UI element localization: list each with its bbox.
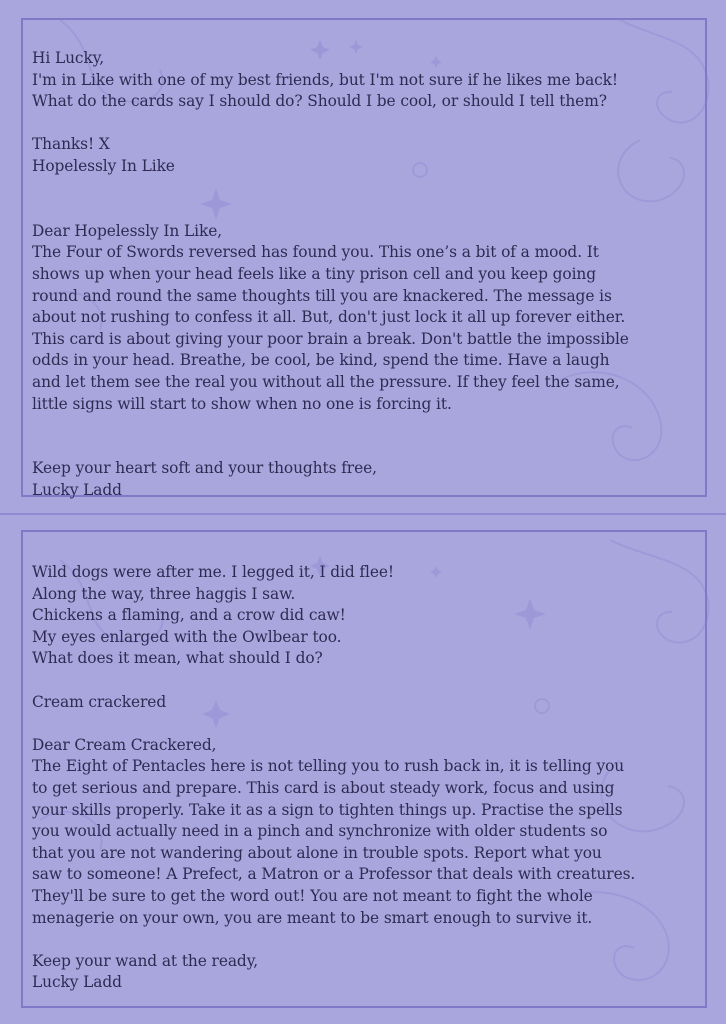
letter-2-answer-line: you would actually need in a pinch and synchronize with older students so	[32, 822, 608, 841]
letter-2-question-line: Chickens a flaming, and a crow did caw!	[32, 606, 346, 625]
letter-2-answer-line: They'll be sure to get the word out! You are not meant to fight the whole	[32, 886, 593, 905]
letter-1-question-line: Hi Lucky,	[32, 49, 105, 67]
letter-2-question-line: Wild dogs were after me. I legged it, I did flee!	[32, 563, 394, 581]
letter-2-answer-line: Dear Cream Crackered,	[32, 735, 217, 754]
letter-1-answer-line: shows up when your head feels like a tiny prison cell and you keep going	[32, 264, 597, 283]
letter-1-answer-line: The Four of Swords reversed has found you. This one’s a bit of a mood. It	[32, 243, 599, 262]
letter-2-answer-line: to get serious and prepare. This card is about steady work, focus and using	[32, 778, 615, 797]
letter-1-answer-line: odds in your head. Breathe, be cool, be kind, spend the time. Have a laugh	[32, 351, 610, 370]
letter-1-closing-line: Lucky Ladd	[32, 480, 122, 499]
letter-1-signoff-line: Hopelessly In Like	[32, 156, 175, 175]
card-divider	[0, 513, 726, 515]
letter-1-answer-line: and let them see the real you without all the pressure. If they feel the same,	[32, 372, 620, 391]
letter-2-answer-line: The Eight of Pentacles here is not telling you to rush back in, it is telling you	[32, 757, 625, 776]
letter-1-answer-line: about not rushing to confess it all. But, don't just lock it all up forever either.	[32, 308, 626, 327]
letter-1-answer-line: Dear Hopelessly In Like,	[32, 221, 223, 240]
letter-1-text	[32, 48, 712, 501]
letter-2-signoff-line: Cream crackered	[32, 692, 167, 711]
letter-2-question-line: Along the way, three haggis I saw.	[32, 584, 296, 603]
letter-2-question-line: My eyes enlarged with the Owlbear too.	[32, 627, 342, 646]
letter-1-answer-line: This card is about giving your poor brain a break. Don't battle the impossible	[32, 329, 629, 348]
letter-2-answer-line: your skills properly. Take it as a sign to tighten things up. Practise the spells	[32, 800, 623, 819]
letter-1-signoff-line: Thanks! X	[32, 135, 110, 154]
letter-2-closing-line: Keep your wand at the ready,	[32, 951, 259, 970]
letter-2-text	[32, 562, 712, 994]
letter-2-answer-line: saw to someone! A Prefect, a Matron or a Professor that deals with creatures.	[32, 865, 636, 884]
letter-1-question-line: I'm in Like with one of my best friends, but I'm not sure if he likes me back!	[32, 70, 619, 89]
letter-1-answer-line: round and round the same thoughts till you are knackered. The message is	[32, 286, 612, 305]
letter-2-question-line: What does it mean, what should I do?	[32, 649, 323, 668]
letter-1-closing-line: Keep your heart soft and your thoughts free,	[32, 459, 377, 478]
letter-1-answer-line: little signs will start to show when no one is forcing it.	[32, 394, 452, 413]
letter-2-closing-line: Lucky Ladd	[32, 973, 122, 992]
letter-2-answer-line: menagerie on your own, you are meant to be smart enough to survive it.	[32, 908, 593, 927]
letter-1-question-line: What do the cards say I should do? Should I be cool, or should I tell them?	[32, 92, 607, 111]
letter-2-answer-line: that you are not wandering about alone in trouble spots. Report what you	[32, 843, 602, 862]
letter-1-answer-line	[32, 415, 708, 437]
